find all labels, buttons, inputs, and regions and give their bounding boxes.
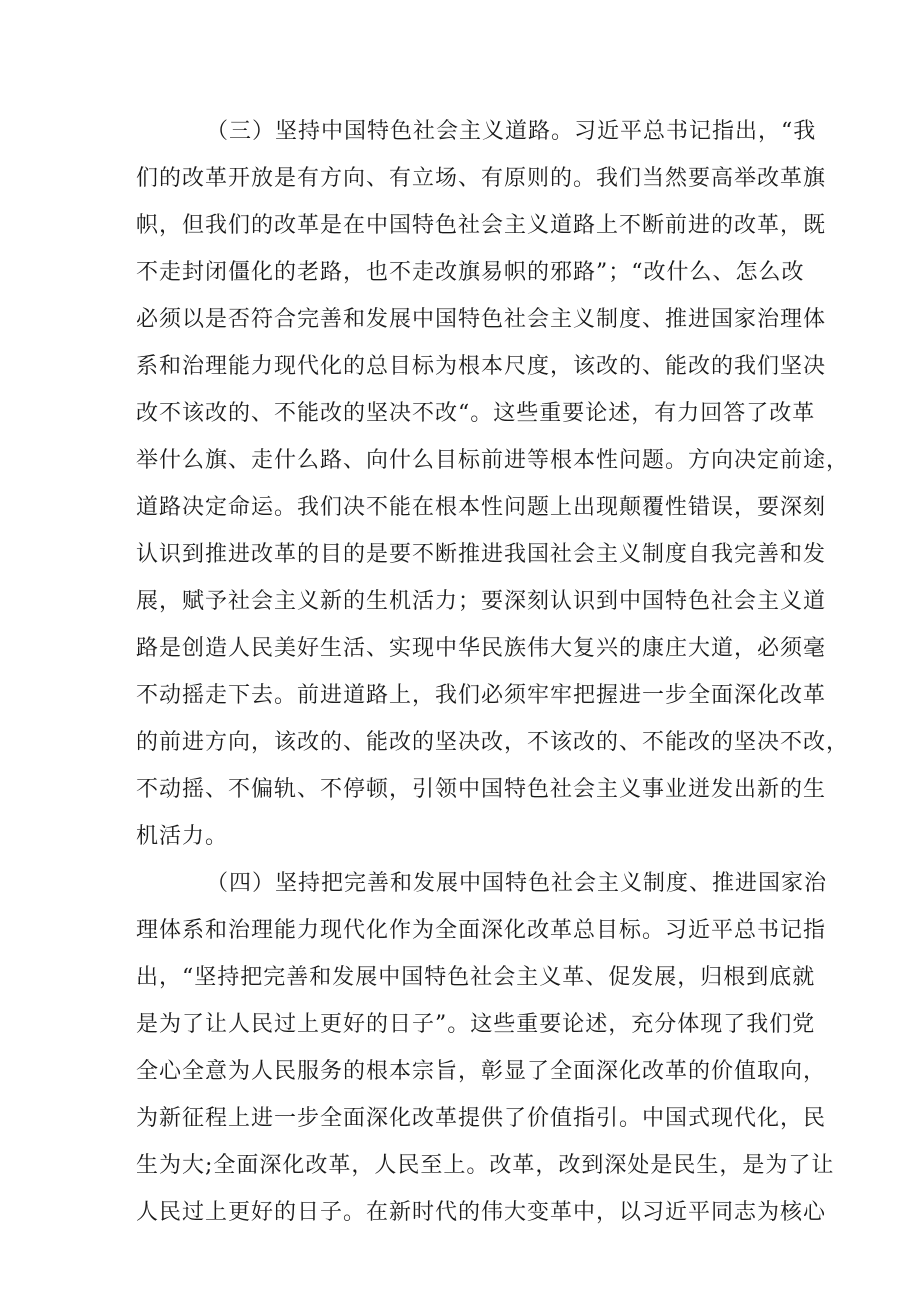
- text-line: [0, 864, 920, 904]
- line-text: 路是创造人民美好生活、实现中华民族伟大复兴的康庄大道，必须毫: [136, 636, 827, 661]
- text-line: [0, 159, 920, 199]
- line-text: 不走封闭僵化的老路，也不走改旗易帜的邪路”；“改什么、怎么改: [136, 260, 805, 285]
- line-text: 改不该改的、不能改的坚决不改“。这些重要论述，有力回答了改革: [136, 401, 816, 426]
- text-line: [0, 1193, 920, 1233]
- line-text: 不动摇、不偏轨、不停顿，引领中国特色社会主义事业迸发出新的生: [136, 777, 827, 802]
- text-line: [0, 535, 920, 575]
- line-text: 理体系和治理能力现代化作为全面深化改革总目标。习近平总书记指: [136, 918, 827, 943]
- line-text: 不动摇走下去。前进道路上，我们必须牢牢把握进一步全面深化改革: [136, 683, 827, 708]
- line-text: （三）坚持中国特色社会主义道路。习近平总书记指出，“我: [206, 119, 817, 144]
- line-text: 必须以是否符合完善和发展中国特色社会主义制度、推进国家治理体: [136, 307, 827, 332]
- text-line: [0, 629, 920, 669]
- line-text: （四）坚持把完善和发展中国特色社会主义制度、推进国家治: [206, 871, 828, 896]
- line-text: 出，“坚持把完善和发展中国特色社会主义革、促发展，归根到底就: [136, 965, 816, 990]
- line-text: 机活力。: [136, 824, 229, 849]
- text-line: [0, 1005, 920, 1045]
- text-line: [0, 676, 920, 716]
- line-text: 是为了让人民过上更好的日子”。这些重要论述，充分体现了我们党: [136, 1012, 816, 1037]
- text-line: [0, 488, 920, 528]
- line-text: 展，赋予社会主义新的生机活力；要深刻认识到中国特色社会主义道: [136, 589, 827, 614]
- text-line: [0, 300, 920, 340]
- text-line: [0, 206, 920, 246]
- text-line: [0, 394, 920, 434]
- line-text: 认识到推进改革的目的是要不断推进我国社会主义制度自我完善和发: [136, 542, 827, 567]
- text-line: [0, 347, 920, 387]
- line-text: 举什么旗、走什么路、向什么目标前进等根本性问题。方向决定前途，: [136, 448, 850, 473]
- text-line: [0, 1146, 920, 1186]
- line-text: 的前进方向，该改的、能改的坚决改，不该改的、不能改的坚决不改，: [136, 730, 850, 755]
- line-text: 系和治理能力现代化的总目标为根本尺度，该改的、能改的我们坚决: [136, 354, 827, 379]
- text-line: [0, 1099, 920, 1139]
- line-text: 生为大;全面深化改革，人民至上。改革，改到深处是民生，是为了让: [136, 1153, 835, 1178]
- text-line: [0, 723, 920, 763]
- line-text: 全心全意为人民服务的根本宗旨，彰显了全面深化改革的价值取向，: [136, 1059, 827, 1084]
- line-text: 道路决定命运。我们决不能在根本性问题上出现颠覆性错误，要深刻: [136, 495, 827, 520]
- text-line: [0, 770, 920, 810]
- text-line: [0, 441, 920, 481]
- text-line: [0, 817, 920, 857]
- line-text: 帜，但我们的改革是在中国特色社会主义道路上不断前进的改革，既: [136, 213, 827, 238]
- text-line: [0, 253, 920, 293]
- line-text: 为新征程上进一步全面深化改革提供了价值指引。中国式现代化，民: [136, 1106, 827, 1131]
- text-line: [0, 1052, 920, 1092]
- text-line: [0, 958, 920, 998]
- line-text: 们的改革开放是有方向、有立场、有原则的。我们当然要高举改革旗: [136, 166, 827, 191]
- line-text: 人民过上更好的日子。在新时代的伟大变革中，以习近平同志为核心: [136, 1200, 827, 1225]
- text-line: [0, 582, 920, 622]
- text-line: [0, 911, 920, 951]
- text-line: [0, 112, 920, 152]
